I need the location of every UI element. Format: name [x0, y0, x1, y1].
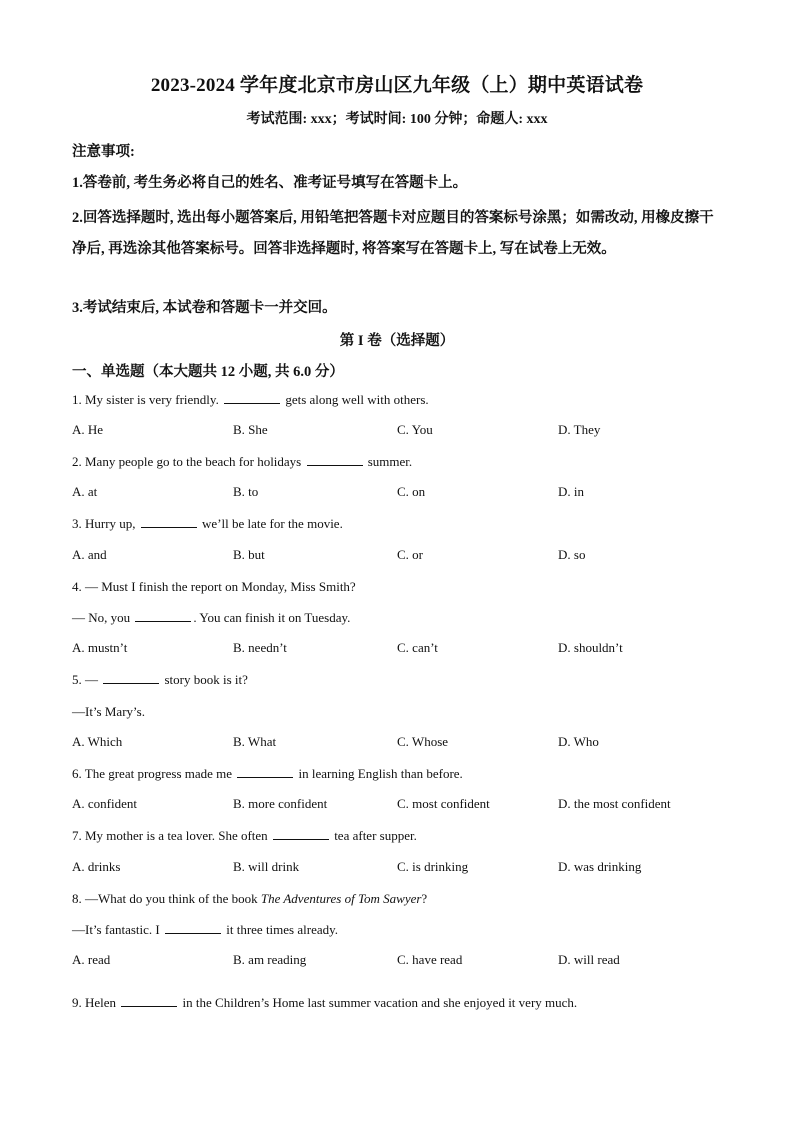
option-a: A. drinks — [72, 859, 121, 874]
volume-title: 第 I 卷（选择题） — [339, 333, 455, 349]
answer-blank — [224, 391, 280, 404]
question-text: — No, you — [72, 610, 134, 625]
option-c: C. can’t — [397, 640, 438, 655]
answer-blank — [121, 994, 177, 1007]
option-d: D. the most confident — [558, 796, 671, 811]
option-c: C. or — [397, 547, 423, 562]
question-text: 5. — — [72, 672, 102, 687]
question-text: 9. Helen — [72, 995, 120, 1010]
question-text: 7. My mother is a tea lover. She often — [72, 828, 271, 843]
question-text: 1. My sister is very friendly. — [72, 392, 223, 407]
answer-blank — [237, 765, 293, 778]
option-a: A. mustn’t — [72, 640, 128, 655]
options-3 — [72, 547, 732, 565]
option-a: A. read — [72, 952, 111, 967]
exam-info: 考试范围: xxx；考试时间: 100 分钟；命题人: xxx — [246, 112, 548, 127]
question-text: ? — [421, 891, 428, 906]
option-c: C. You — [397, 422, 433, 437]
option-c: C. most confident — [397, 796, 490, 811]
option-d: D. so — [558, 547, 586, 562]
question-text: gets along well with others. — [282, 392, 429, 407]
question-text: story book is it? — [161, 672, 248, 687]
answer-blank — [135, 609, 191, 622]
option-b: B. but — [233, 547, 265, 562]
notes-heading: 注意事项: — [72, 144, 135, 160]
option-d: D. will read — [558, 952, 620, 967]
book-title: The Adventures of Tom Sawyer — [260, 891, 422, 906]
option-d: D. Who — [558, 734, 599, 749]
question-text: 2. Many people go to the beach for holidays — [72, 454, 305, 469]
question-text: 3. Hurry up, — [72, 516, 139, 531]
option-d: D. shouldn’t — [558, 640, 623, 655]
question-8 — [72, 890, 427, 908]
option-b: B. to — [233, 484, 259, 499]
options-2 — [72, 484, 732, 502]
option-d: D. was drinking — [558, 859, 642, 874]
answer-blank — [141, 515, 197, 528]
question-2 — [72, 453, 412, 471]
option-b: B. needn’t — [233, 640, 287, 655]
option-a: A. Which — [72, 734, 123, 749]
question-9 — [72, 994, 577, 1012]
option-a: A. confident — [72, 796, 137, 811]
question-7 — [72, 827, 417, 845]
section-title: 一、单选题（本大题共 12 小题, 共 6.0 分） — [72, 364, 344, 380]
option-b: B. What — [233, 734, 277, 749]
question-4: 4. — Must I finish the report on Monday, Miss Smith? — [72, 579, 356, 594]
question-4-reply — [72, 609, 350, 627]
option-c: C. have read — [397, 952, 463, 967]
page-title: 2023-2024 学年度北京市房山区九年级（上）期中英语试卷 — [150, 75, 644, 96]
question-text: in learning English than before. — [295, 766, 463, 781]
options-4 — [72, 640, 732, 658]
question-text: we’ll be late for the movie. — [198, 516, 343, 531]
question-6 — [72, 765, 463, 783]
answer-blank — [273, 827, 329, 840]
options-7 — [72, 859, 732, 877]
question-text: it three times already. — [222, 922, 339, 937]
question-text: . You can finish it on Tuesday. — [193, 610, 351, 625]
question-8-reply — [72, 921, 338, 939]
option-d: D. They — [558, 422, 601, 437]
note-item-1: 1.答卷前, 考生务必将自己的姓名、准考证号填写在答题卡上。 — [72, 175, 468, 191]
option-b: B. am reading — [233, 952, 307, 967]
option-c: C. on — [397, 484, 426, 499]
option-b: B. more confident — [233, 796, 328, 811]
option-c: C. is drinking — [397, 859, 469, 874]
note-item-3: 3.考试结束后, 本试卷和答题卡一并交回。 — [72, 300, 337, 316]
option-a: A. at — [72, 484, 98, 499]
answer-blank — [307, 453, 363, 466]
question-text: 8. —What do you think of the book — [72, 891, 261, 906]
option-a: A. He — [72, 422, 104, 437]
answer-blank — [103, 671, 159, 684]
question-text: 6. The great progress made me — [72, 766, 236, 781]
question-5-reply: —It’s Mary’s. — [72, 704, 145, 719]
option-c: C. Whose — [397, 734, 449, 749]
option-d: D. in — [558, 484, 584, 499]
question-text: —It’s fantastic. I — [72, 922, 163, 937]
option-b: B. She — [233, 422, 268, 437]
options-5 — [72, 734, 732, 752]
question-1 — [72, 391, 429, 409]
answer-blank — [165, 921, 221, 934]
question-text: in the Children’s Home last summer vacation and she enjoyed it very much. — [179, 995, 578, 1010]
options-6 — [72, 796, 732, 814]
option-a: A. and — [72, 547, 107, 562]
question-text: summer. — [364, 454, 413, 469]
options-1 — [72, 422, 732, 440]
note-item-2: 2.回答选择题时, 选出每小题答案后, 用铅笔把答题卡对应题目的答案标号涂黑；如需改动, 用橡皮擦干净后, 再选涂其他答案标号。回答非选择题时, 将答案写在答题卡上, 写在试卷上无效。 — [72, 210, 714, 257]
option-b: B. will drink — [233, 859, 300, 874]
question-5 — [72, 671, 248, 689]
options-8 — [72, 952, 732, 970]
question-text: tea after supper. — [330, 828, 417, 843]
question-3 — [72, 515, 343, 533]
